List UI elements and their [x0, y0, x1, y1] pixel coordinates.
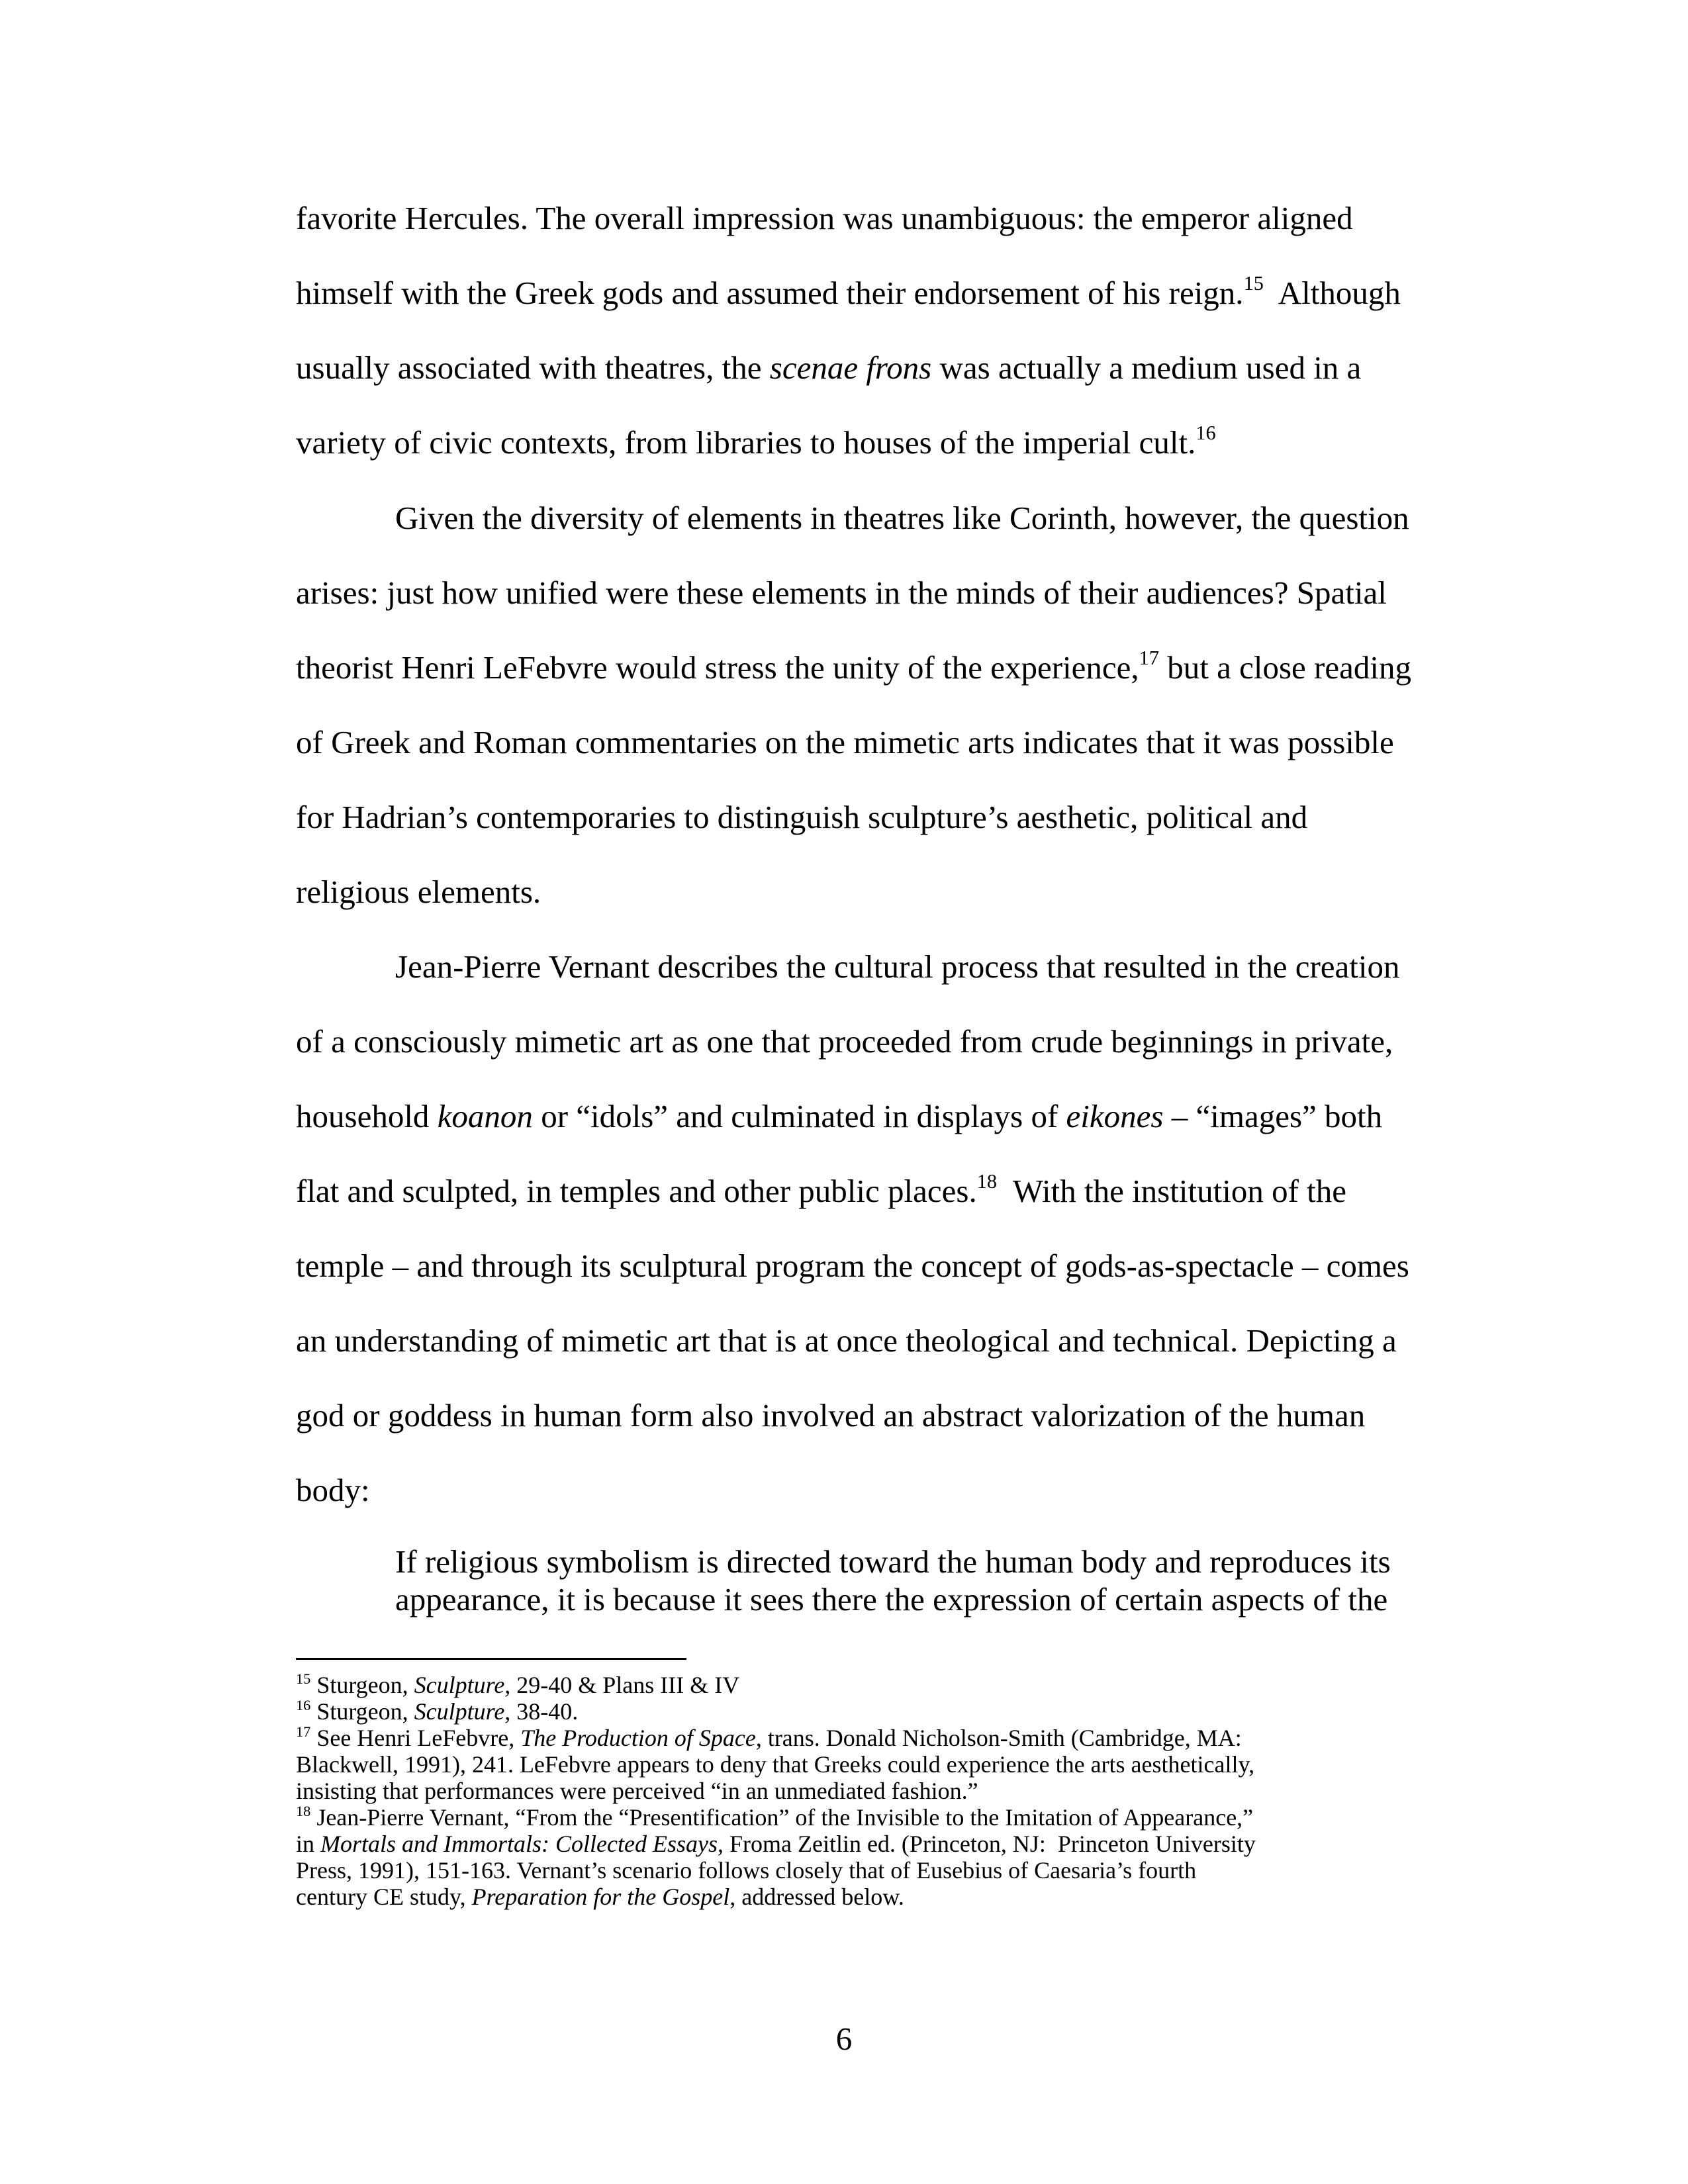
p2-line-5-text: for Hadrian’s contemporaries to distinguish sculpture’s aesthetic, political and — [296, 799, 1308, 835]
p1-line-1 — [296, 200, 1353, 237]
footnote-18-line-1 — [296, 1804, 1253, 1831]
quote-line-2 — [395, 1581, 1387, 1618]
footnote-17-line-2-text: Blackwell, 1991), 241. LeFebvre appears to deny that Greeks could experience the arts aesthetically, — [296, 1751, 1255, 1778]
footnote-15-number: 15 — [296, 1670, 311, 1687]
footnote-15-text-b: , 29-40 & Plans III & IV — [504, 1672, 740, 1698]
footnote-15 — [296, 1672, 739, 1698]
p3-line-2 — [296, 1023, 1393, 1060]
p2-line-4-text: of Greek and Roman commentaries on the mimetic arts indicates that it was possible — [296, 724, 1394, 760]
footnote-15-text-a: Sturgeon, — [310, 1672, 414, 1698]
footnote-17-line-3 — [296, 1778, 978, 1804]
p2-line-5 — [296, 799, 1307, 836]
footnote-16-italic: Sculpture — [414, 1698, 505, 1725]
p3-line-4 — [296, 1169, 1347, 1210]
page-number: 6 — [835, 2021, 853, 2057]
footnote-18-italic-gospel: Preparation for the Gospel — [471, 1884, 730, 1910]
p1-line-3 — [296, 349, 1361, 387]
p3-line-2-text: of a consciously mimetic art as one that proceeded from crude beginnings in private, — [296, 1023, 1393, 1060]
p2-line-4 — [296, 724, 1394, 761]
p3-line-7-text: god or goddess in human form also involved an abstract valorization of the human — [296, 1397, 1366, 1433]
p3-line-6-text: an understanding of mimetic art that is at once theological and technical. Depicting a — [296, 1322, 1397, 1359]
p3-line-7 — [296, 1397, 1365, 1434]
p1-line-3-text-a: usually associated with theatres, the — [296, 349, 770, 386]
footnote-16 — [296, 1698, 578, 1725]
footnote-18-line-2-text-a: in — [296, 1831, 321, 1857]
footnote-17-line-2 — [296, 1751, 1254, 1778]
p1-line-4 — [296, 421, 1216, 461]
footnote-17-italic: The Production of Space — [520, 1725, 756, 1751]
quote-line-2-text: appearance, it is because it sees there the expression of certain aspects of the — [395, 1581, 1388, 1617]
p2-line-1-text: Given the diversity of elements in theatres like Corinth, however, the question — [395, 500, 1409, 536]
p3-line-5 — [296, 1248, 1409, 1285]
p2-line-1 — [395, 500, 1409, 537]
footnote-16-number: 16 — [296, 1696, 311, 1713]
p1-line-3-italic: scenae frons — [769, 349, 932, 386]
p2-line-2-text: arises: just how unified were these elements in the minds of their audiences? Spatial — [296, 574, 1387, 611]
footnote-15-italic: Sculpture — [414, 1672, 505, 1698]
footnote-18-line-4-text-a: century CE study, — [296, 1884, 472, 1910]
p3-line-3-italic-eikones: eikones — [1066, 1098, 1164, 1134]
footnote-18-number: 18 — [296, 1802, 311, 1819]
p1-line-2-text-b: Although — [1263, 275, 1401, 311]
quote-line-1-text: If religious symbolism is directed toward the human body and reproduces its — [395, 1543, 1391, 1580]
footnote-18-italic-title: Mortals and Immortals: Collected Essays — [320, 1831, 718, 1857]
footnote-16-text-a: Sturgeon, — [310, 1698, 414, 1725]
p3-line-3-italic-koanon: koanon — [437, 1098, 533, 1134]
footnote-separator — [296, 1658, 686, 1660]
footnote-ref-18[interactable]: 18 — [976, 1169, 998, 1193]
footnote-18-line-3 — [296, 1857, 1196, 1884]
p2-line-3 — [296, 646, 1411, 686]
p3-line-3-text-a: household — [296, 1098, 438, 1134]
footnote-18-line-2 — [296, 1831, 1256, 1857]
p3-line-6 — [296, 1322, 1397, 1359]
p3-line-3-text-c: – “images” both — [1163, 1098, 1383, 1134]
p1-line-3-text-b: was actually a medium used in a — [931, 349, 1362, 386]
p2-line-3-text-b: but a close reading — [1159, 649, 1411, 686]
p3-line-3 — [296, 1098, 1382, 1135]
p2-line-2 — [296, 574, 1387, 612]
p3-line-1 — [395, 948, 1400, 985]
footnote-18-line-4 — [296, 1884, 904, 1910]
footnote-ref-15[interactable]: 15 — [1243, 271, 1264, 295]
quote-line-1 — [395, 1543, 1391, 1580]
p1-line-2 — [296, 271, 1401, 312]
footnote-18-line-2-text-b: , Froma Zeitlin ed. (Princeton, NJ: Princeton University — [717, 1831, 1256, 1857]
footnote-ref-17[interactable]: 17 — [1139, 646, 1159, 669]
footnote-18-text-a: Jean-Pierre Vernant, “From the “Presentification” of the Invisible to the Imitation of Appearance,” — [310, 1804, 1254, 1831]
footnote-17-line-1 — [296, 1725, 1242, 1751]
footnote-16-text-b: , 38-40. — [504, 1698, 579, 1725]
footnote-18-line-3-text: Press, 1991), 151-163. Vernant’s scenario follows closely that of Eusebius of Caesaria’s fourth — [296, 1857, 1197, 1884]
footnote-17-number: 17 — [296, 1723, 311, 1740]
p3-line-1-text: Jean-Pierre Vernant describes the cultural process that resulted in the creation — [395, 948, 1400, 985]
footnote-17-line-3-text: insisting that performances were perceived “in an unmediated fashion.” — [296, 1778, 978, 1804]
footnote-ref-16[interactable]: 16 — [1196, 421, 1216, 444]
p3-line-5-text: temple – and through its sculptural program the concept of gods-as-spectacle – comes — [296, 1248, 1409, 1284]
p3-line-4-text-a: flat and sculpted, in temples and other public places. — [296, 1173, 977, 1209]
footnote-18-line-4-text-b: , addressed below. — [729, 1884, 904, 1910]
p3-line-8-text: body: — [296, 1472, 370, 1508]
p1-line-2-text: himself with the Greek gods and assumed their endorsement of his reign. — [296, 275, 1244, 311]
p3-line-8 — [296, 1472, 370, 1509]
p3-line-4-text-b: With the institution of the — [997, 1173, 1347, 1209]
p1-line-4-text: variety of civic contexts, from libraries to houses of the imperial cult. — [296, 424, 1196, 461]
p2-line-6 — [296, 874, 541, 911]
p2-line-3-text-a: theorist Henri LeFebvre would stress the unity of the experience, — [296, 649, 1139, 686]
p1-line-1-text: favorite Hercules. The overall impression was unambiguous: the emperor aligned — [296, 200, 1353, 236]
p2-line-6-text: religious elements. — [296, 874, 541, 910]
p3-line-3-text-b: or “idols” and culminated in displays of — [532, 1098, 1066, 1134]
footnote-17-text-b: , trans. Donald Nicholson-Smith (Cambridge, MA: — [755, 1725, 1242, 1751]
footnote-17-text-a: See Henri LeFebvre, — [310, 1725, 521, 1751]
